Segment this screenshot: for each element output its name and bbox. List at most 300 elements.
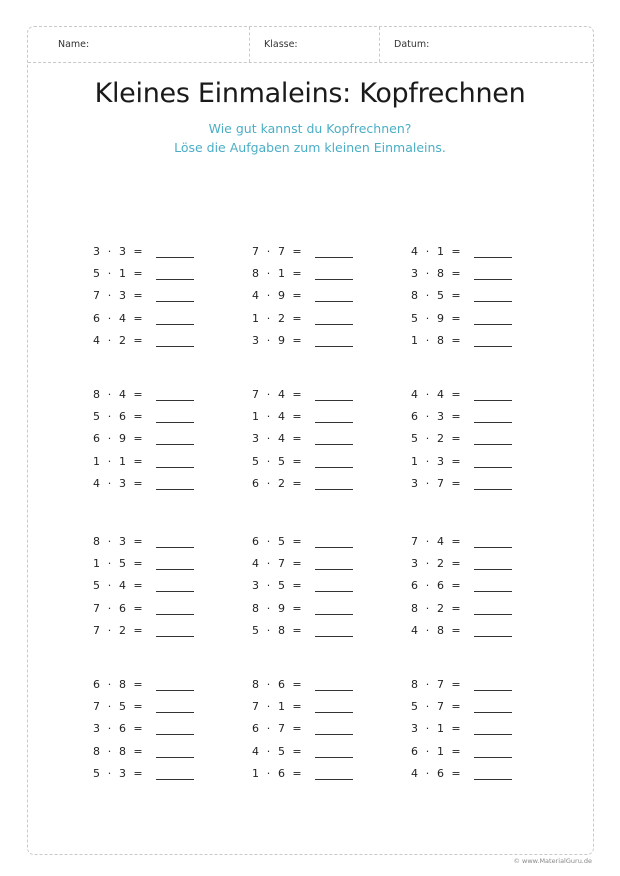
exercise-row [251, 762, 353, 784]
factor-b: 3 [437, 454, 444, 468]
factor-a: 4 [411, 623, 418, 637]
multiply-sign: · [107, 677, 112, 691]
answer-blank[interactable] [315, 455, 353, 468]
equals-sign: = [292, 387, 302, 401]
factor-a: 7 [411, 534, 418, 548]
exercise-block [410, 240, 512, 351]
exercise-row [251, 307, 353, 329]
page-title: Kleines Einmaleins: Kopfrechnen [94, 78, 526, 109]
equals-sign: = [133, 289, 143, 303]
exercise-row [92, 597, 194, 619]
factor-a: 8 [252, 601, 259, 615]
exercise-block [92, 240, 194, 351]
subtitle-line-1: Wie gut kannst du Kopfrechnen? [208, 121, 412, 136]
factor-b: 6 [119, 409, 126, 423]
answer-blank[interactable] [474, 388, 512, 401]
factor-b: 7 [437, 677, 444, 691]
exercise-row [410, 240, 512, 262]
equals-sign: = [292, 333, 302, 347]
factor-b: 8 [119, 677, 126, 691]
factor-b: 5 [437, 289, 444, 303]
equals-sign: = [292, 677, 302, 691]
answer-blank[interactable] [315, 745, 353, 758]
factor-b: 1 [278, 699, 285, 713]
factor-b: 5 [119, 556, 126, 570]
multiply-sign: · [107, 432, 112, 446]
factor-b: 9 [278, 289, 285, 303]
equals-sign: = [451, 333, 461, 347]
equals-sign: = [451, 476, 461, 490]
answer-blank[interactable] [156, 289, 194, 302]
factor-b: 7 [278, 244, 285, 258]
exercise-row [92, 285, 194, 307]
answer-blank[interactable] [474, 334, 512, 347]
answer-blank[interactable] [315, 289, 353, 302]
multiply-sign: · [266, 409, 271, 423]
exercise-row [92, 673, 194, 695]
factor-b: 1 [119, 454, 126, 468]
factor-a: 6 [252, 534, 259, 548]
answer-blank[interactable] [315, 245, 353, 258]
exercise-block [251, 240, 353, 351]
multiply-sign: · [425, 623, 430, 637]
equals-sign: = [133, 722, 143, 736]
factor-b: 6 [437, 579, 444, 593]
exercise-row [92, 530, 194, 552]
factor-a: 5 [252, 454, 259, 468]
multiply-sign: · [266, 744, 271, 758]
factor-a: 7 [252, 387, 259, 401]
answer-blank[interactable] [315, 477, 353, 490]
answer-blank[interactable] [156, 410, 194, 423]
answer-blank[interactable] [474, 410, 512, 423]
exercise-row [410, 472, 512, 494]
multiply-sign: · [266, 333, 271, 347]
equals-sign: = [292, 476, 302, 490]
equals-sign: = [451, 601, 461, 615]
multiply-sign: · [266, 677, 271, 691]
equals-sign: = [292, 579, 302, 593]
factor-a: 8 [93, 534, 100, 548]
exercise-block [410, 530, 512, 641]
multiply-sign: · [425, 476, 430, 490]
factor-b: 8 [278, 623, 285, 637]
answer-blank[interactable] [156, 477, 194, 490]
exercise-block [410, 383, 512, 494]
equals-sign: = [133, 699, 143, 713]
exercise-row [251, 240, 353, 262]
answer-blank[interactable] [156, 432, 194, 445]
factor-a: 8 [252, 677, 259, 691]
factor-b: 4 [119, 387, 126, 401]
answer-blank[interactable] [474, 245, 512, 258]
factor-b: 1 [437, 744, 444, 758]
factor-a: 8 [93, 744, 100, 758]
equals-sign: = [133, 266, 143, 280]
factor-a: 3 [411, 476, 418, 490]
answer-blank[interactable] [474, 700, 512, 713]
multiply-sign: · [107, 476, 112, 490]
multiply-sign: · [266, 556, 271, 570]
exercise-row [92, 740, 194, 762]
exercise-row [251, 695, 353, 717]
answer-blank[interactable] [315, 767, 353, 780]
answer-blank[interactable] [156, 245, 194, 258]
equals-sign: = [292, 744, 302, 758]
exercise-row [251, 285, 353, 307]
factor-a: 3 [93, 722, 100, 736]
factor-b: 6 [119, 601, 126, 615]
answer-blank[interactable] [474, 432, 512, 445]
equals-sign: = [451, 387, 461, 401]
factor-a: 1 [252, 766, 259, 780]
answer-blank[interactable] [315, 312, 353, 325]
equals-sign: = [292, 409, 302, 423]
exercise-row [410, 307, 512, 329]
answer-blank[interactable] [156, 455, 194, 468]
factor-a: 8 [93, 387, 100, 401]
exercise-row [410, 428, 512, 450]
answer-blank[interactable] [474, 745, 512, 758]
exercise-row [251, 405, 353, 427]
equals-sign: = [292, 266, 302, 280]
equals-sign: = [292, 454, 302, 468]
answer-blank[interactable] [156, 267, 194, 280]
class-field[interactable] [249, 27, 379, 62]
multiply-sign: · [107, 766, 112, 780]
factor-a: 5 [411, 432, 418, 446]
factor-b: 8 [437, 333, 444, 347]
exercise-row [410, 695, 512, 717]
multiply-sign: · [107, 699, 112, 713]
factor-a: 6 [411, 409, 418, 423]
factor-b: 6 [278, 677, 285, 691]
answer-blank[interactable] [156, 312, 194, 325]
exercise-row [410, 740, 512, 762]
answer-blank[interactable] [474, 267, 512, 280]
equals-sign: = [451, 311, 461, 325]
factor-b: 1 [119, 266, 126, 280]
exercise-row [410, 285, 512, 307]
name-label: Name: [58, 39, 90, 50]
multiply-sign: · [266, 476, 271, 490]
multiply-sign: · [107, 722, 112, 736]
factor-b: 3 [119, 476, 126, 490]
factor-a: 1 [411, 454, 418, 468]
equals-sign: = [133, 244, 143, 258]
answer-blank[interactable] [474, 602, 512, 615]
equals-sign: = [133, 387, 143, 401]
multiply-sign: · [425, 579, 430, 593]
factor-a: 8 [411, 601, 418, 615]
answer-blank[interactable] [474, 678, 512, 691]
exercise-row [92, 695, 194, 717]
factor-a: 7 [93, 601, 100, 615]
equals-sign: = [133, 432, 143, 446]
answer-blank[interactable] [474, 312, 512, 325]
factor-b: 7 [278, 556, 285, 570]
answer-blank[interactable] [474, 624, 512, 637]
answer-blank[interactable] [474, 767, 512, 780]
factor-a: 5 [93, 266, 100, 280]
factor-a: 6 [93, 311, 100, 325]
factor-a: 3 [411, 556, 418, 570]
factor-a: 7 [252, 244, 259, 258]
factor-a: 1 [93, 556, 100, 570]
name-field[interactable] [28, 27, 249, 62]
multiply-sign: · [425, 722, 430, 736]
answer-blank[interactable] [474, 579, 512, 592]
factor-b: 7 [437, 476, 444, 490]
multiply-sign: · [107, 601, 112, 615]
factor-b: 4 [278, 409, 285, 423]
equals-sign: = [292, 432, 302, 446]
exercise-row [251, 472, 353, 494]
equals-sign: = [133, 677, 143, 691]
answer-blank[interactable] [156, 535, 194, 548]
multiply-sign: · [425, 409, 430, 423]
exercise-row [92, 552, 194, 574]
factor-a: 7 [93, 289, 100, 303]
answer-blank[interactable] [315, 267, 353, 280]
equals-sign: = [451, 766, 461, 780]
multiply-sign: · [425, 432, 430, 446]
subtitle-line-2: Löse die Aufgaben zum kleinen Einmaleins. [174, 140, 446, 155]
equals-sign: = [133, 333, 143, 347]
exercise-row [410, 329, 512, 351]
factor-b: 2 [119, 333, 126, 347]
multiply-sign: · [266, 579, 271, 593]
factor-a: 4 [93, 476, 100, 490]
equals-sign: = [292, 244, 302, 258]
answer-blank[interactable] [315, 700, 353, 713]
equals-sign: = [292, 289, 302, 303]
factor-a: 4 [411, 766, 418, 780]
exercise-row [251, 530, 353, 552]
exercise-row [251, 740, 353, 762]
factor-b: 8 [437, 623, 444, 637]
exercise-row [251, 262, 353, 284]
factor-a: 6 [252, 476, 259, 490]
factor-b: 5 [119, 699, 126, 713]
exercise-row [92, 307, 194, 329]
multiply-sign: · [107, 534, 112, 548]
answer-blank[interactable] [315, 432, 353, 445]
factor-b: 2 [278, 476, 285, 490]
factor-a: 5 [93, 579, 100, 593]
multiply-sign: · [107, 311, 112, 325]
date-label: Datum: [394, 39, 430, 50]
multiply-sign: · [425, 289, 430, 303]
factor-a: 4 [252, 744, 259, 758]
multiply-sign: · [425, 744, 430, 758]
exercise-row [251, 329, 353, 351]
factor-b: 4 [437, 387, 444, 401]
answer-blank[interactable] [315, 388, 353, 401]
answer-blank[interactable] [315, 410, 353, 423]
exercise-row [92, 718, 194, 740]
answer-blank[interactable] [474, 535, 512, 548]
multiply-sign: · [425, 766, 430, 780]
factor-a: 7 [252, 699, 259, 713]
exercise-row [251, 450, 353, 472]
multiply-sign: · [107, 623, 112, 637]
exercise-row [92, 762, 194, 784]
equals-sign: = [292, 556, 302, 570]
factor-a: 5 [93, 766, 100, 780]
equals-sign: = [292, 722, 302, 736]
answer-blank[interactable] [156, 700, 194, 713]
multiply-sign: · [107, 454, 112, 468]
factor-b: 6 [119, 722, 126, 736]
exercise-row [92, 383, 194, 405]
multiply-sign: · [107, 409, 112, 423]
equals-sign: = [292, 699, 302, 713]
factor-a: 1 [252, 409, 259, 423]
answer-blank[interactable] [315, 678, 353, 691]
factor-a: 3 [252, 432, 259, 446]
multiply-sign: · [266, 432, 271, 446]
equals-sign: = [451, 534, 461, 548]
answer-blank[interactable] [156, 767, 194, 780]
answer-blank[interactable] [315, 722, 353, 735]
answer-blank[interactable] [474, 557, 512, 570]
answer-blank[interactable] [315, 535, 353, 548]
exercise-block [251, 530, 353, 641]
equals-sign: = [451, 677, 461, 691]
multiply-sign: · [425, 534, 430, 548]
factor-b: 2 [437, 432, 444, 446]
multiply-sign: · [266, 266, 271, 280]
answer-blank[interactable] [156, 602, 194, 615]
exercise-block [92, 530, 194, 641]
exercise-row [92, 619, 194, 641]
multiply-sign: · [266, 289, 271, 303]
answer-blank[interactable] [315, 557, 353, 570]
answer-blank[interactable] [156, 579, 194, 592]
equals-sign: = [133, 534, 143, 548]
answer-blank[interactable] [156, 722, 194, 735]
answer-blank[interactable] [474, 455, 512, 468]
factor-b: 8 [437, 266, 444, 280]
factor-b: 2 [437, 601, 444, 615]
factor-b: 4 [119, 311, 126, 325]
equals-sign: = [451, 454, 461, 468]
equals-sign: = [133, 579, 143, 593]
multiply-sign: · [266, 623, 271, 637]
answer-blank[interactable] [474, 289, 512, 302]
answer-blank[interactable] [315, 579, 353, 592]
factor-b: 4 [437, 534, 444, 548]
answer-blank[interactable] [315, 334, 353, 347]
factor-b: 3 [119, 766, 126, 780]
equals-sign: = [451, 266, 461, 280]
factor-b: 9 [119, 432, 126, 446]
answer-blank[interactable] [315, 602, 353, 615]
factor-b: 8 [119, 744, 126, 758]
multiply-sign: · [425, 677, 430, 691]
answer-blank[interactable] [156, 557, 194, 570]
equals-sign: = [292, 534, 302, 548]
equals-sign: = [451, 722, 461, 736]
multiply-sign: · [107, 744, 112, 758]
factor-b: 5 [278, 579, 285, 593]
factor-b: 7 [278, 722, 285, 736]
factor-a: 5 [93, 409, 100, 423]
factor-a: 1 [252, 311, 259, 325]
multiply-sign: · [107, 579, 112, 593]
answer-blank[interactable] [156, 745, 194, 758]
equals-sign: = [451, 432, 461, 446]
factor-a: 7 [93, 623, 100, 637]
answer-blank[interactable] [156, 334, 194, 347]
answer-blank[interactable] [156, 678, 194, 691]
class-label: Klasse: [264, 39, 298, 50]
equals-sign: = [451, 244, 461, 258]
factor-b: 2 [119, 623, 126, 637]
equals-sign: = [451, 289, 461, 303]
exercise-row [251, 428, 353, 450]
equals-sign: = [292, 623, 302, 637]
equals-sign: = [133, 454, 143, 468]
exercise-row [92, 405, 194, 427]
factor-b: 2 [437, 556, 444, 570]
multiply-sign: · [266, 601, 271, 615]
exercise-row [410, 619, 512, 641]
equals-sign: = [451, 744, 461, 758]
equals-sign: = [133, 766, 143, 780]
answer-blank[interactable] [156, 624, 194, 637]
answer-blank[interactable] [315, 624, 353, 637]
factor-b: 3 [119, 534, 126, 548]
exercise-row [251, 619, 353, 641]
factor-b: 3 [437, 409, 444, 423]
exercise-row [92, 575, 194, 597]
factor-a: 3 [252, 579, 259, 593]
exercise-row [410, 262, 512, 284]
exercise-row [410, 718, 512, 740]
copyright-footer: © www.MaterialGuru.de [513, 857, 592, 865]
factor-a: 6 [411, 579, 418, 593]
multiply-sign: · [266, 722, 271, 736]
equals-sign: = [451, 623, 461, 637]
equals-sign: = [451, 556, 461, 570]
answer-blank[interactable] [474, 477, 512, 490]
factor-a: 4 [411, 387, 418, 401]
multiply-sign: · [107, 244, 112, 258]
multiply-sign: · [425, 333, 430, 347]
factor-b: 5 [278, 454, 285, 468]
multiply-sign: · [425, 244, 430, 258]
multiply-sign: · [425, 311, 430, 325]
answer-blank[interactable] [156, 388, 194, 401]
equals-sign: = [451, 699, 461, 713]
factor-a: 1 [93, 454, 100, 468]
factor-b: 4 [278, 387, 285, 401]
date-field[interactable] [379, 27, 595, 62]
answer-blank[interactable] [474, 722, 512, 735]
exercise-row [410, 575, 512, 597]
exercise-row [410, 383, 512, 405]
exercise-row [251, 383, 353, 405]
multiply-sign: · [107, 266, 112, 280]
multiply-sign: · [107, 333, 112, 347]
equals-sign: = [451, 579, 461, 593]
factor-a: 6 [252, 722, 259, 736]
multiply-sign: · [107, 289, 112, 303]
equals-sign: = [133, 476, 143, 490]
factor-a: 3 [93, 244, 100, 258]
